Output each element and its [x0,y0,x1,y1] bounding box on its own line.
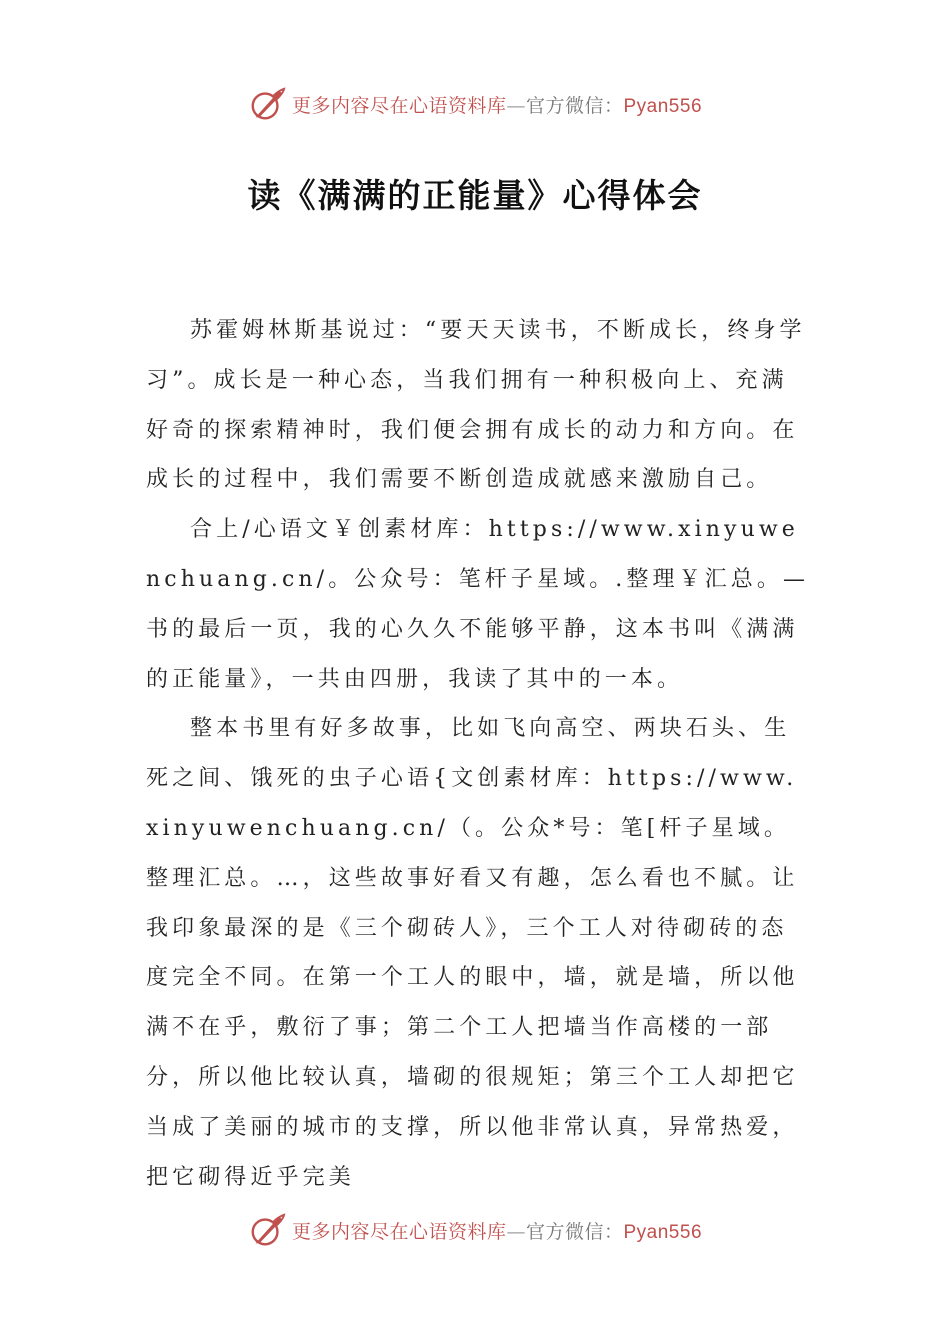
quill-pen-icon [248,1211,286,1249]
paragraph-1: 苏霍姆林斯基说过：“要天天读书，不断成长，终身学习”。成长是一种心态，当我们拥有一种积极向上、充满好奇的探索精神时，我们便会拥有成长的动力和方向。在成长的过程中，我们需要不断创造成就感来激励自己。 [146,318,806,493]
banner-site-name: 更多内容尽在心语资料库 [291,1220,507,1243]
footer-banner [0,1208,950,1252]
paragraph-2: 合上/心语文￥创素材库：https://www.xinyuwenchuang.cn/。公众号：笔杆子星域。.整理￥汇总。—书的最后一页，我的心久久不能够平静，这本书叫《满满的正能量》，一共由四册，我读了其中的一本。 [146,517,810,692]
banner-wechat-label: 官方微信： [525,94,624,117]
banner-wechat-id: Pyan556 [623,95,703,117]
document-body [146,306,810,1202]
banner-separator: — [506,94,526,117]
document-title: 读《满满的正能量》心得体会 [247,176,703,215]
paragraph-3: 整本书里有好多故事，比如飞向高空、两块石头、生死之间、饿死的虫子心语{文创素材库：https://www.xinyuwenchuang.cn/（。公众*号：笔[杆子星域。整理汇总。…，这些故事好看又有趣，怎么看也不腻。让我印象最深的是《三个砌砖人》，三个工人对待砌砖的态度完全不同。在第一个工人的眼中，墙，就是墙，所以他满不在乎，敷衍了事；第二个工人把墙当作高楼的一部分，所以他比较认真，墙砌的很规矩；第三个工人却把它当成了美丽的城市的支撑，所以他非常认真，异常热爱，把它砌得近乎完美 [146,716,799,1190]
banner-site-name: 更多内容尽在心语资料库 [291,94,507,117]
banner-wechat-id: Pyan556 [623,1221,703,1243]
header-banner [0,82,950,126]
banner-separator: — [506,1220,526,1243]
quill-pen-icon [248,85,286,123]
banner-wechat-label: 官方微信： [525,1220,624,1243]
